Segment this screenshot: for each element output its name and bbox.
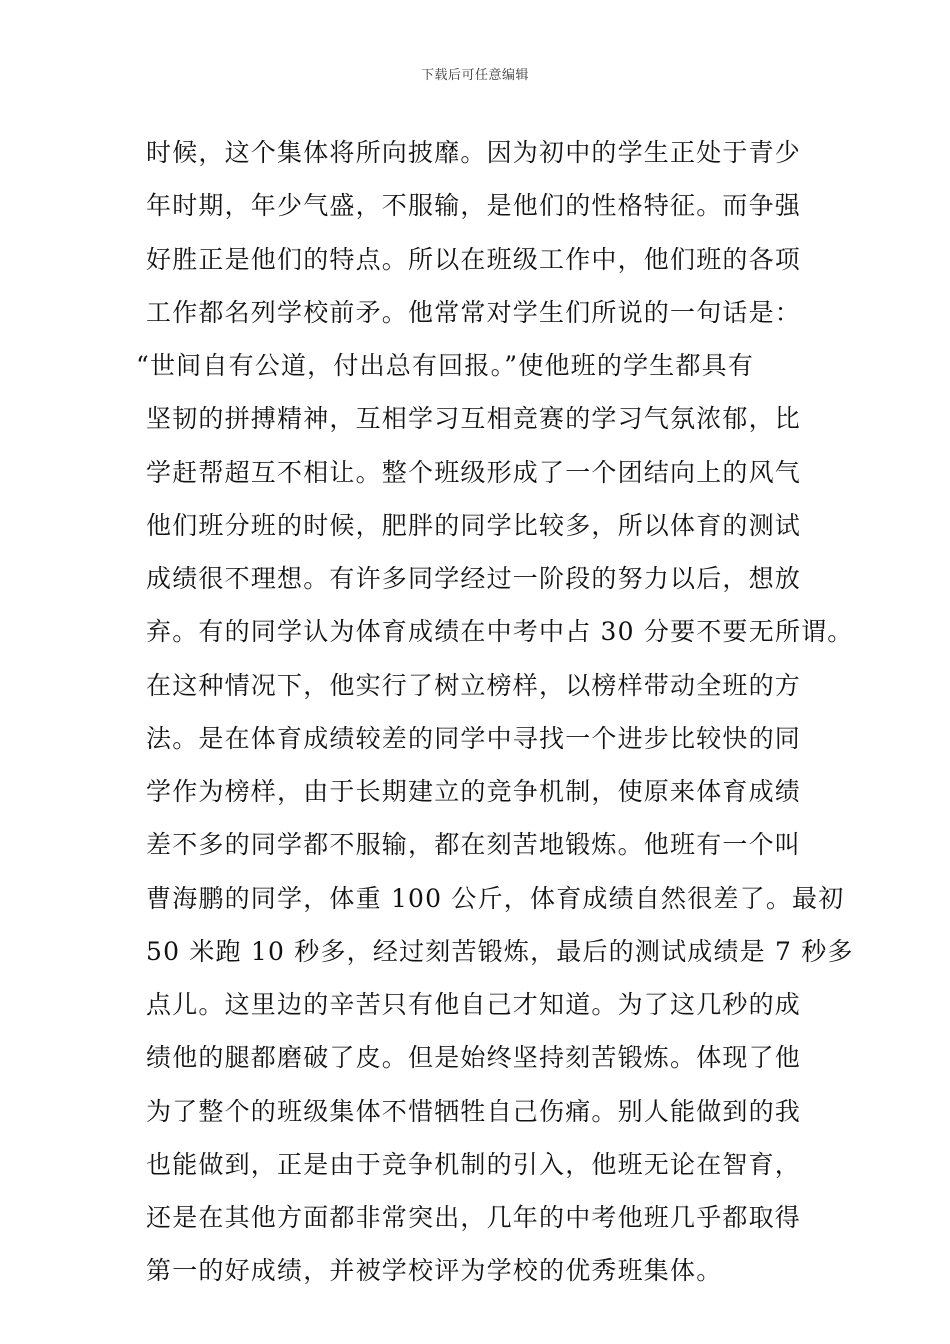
body-line: 弃。有的同学认为体育成绩在中考中占 30 分要不要无所谓。	[146, 617, 854, 647]
page-header-note: 下载后可任意编辑	[420, 68, 529, 83]
body-line: 绩他的腿都磨破了皮。但是始终坚持刻苦锻炼。体现了他	[146, 1043, 802, 1073]
body-line: 他们班分班的时候，肥胖的同学比较多，所以体育的测试	[146, 510, 802, 540]
body-line: 也能做到，正是由于竞争机制的引入，他班无论在智育，	[146, 1149, 802, 1179]
body-line: 年时期，年少气盛，不服输，是他们的性格特征。而争强	[146, 191, 802, 221]
body-line: 点儿。这里边的辛苦只有他自己才知道。为了这几秒的成	[146, 990, 802, 1019]
body-line: 第一的好成绩，并被学校评为学校的优秀班集体。	[146, 1256, 723, 1286]
body-line: 时候，这个集体将所向披靡。因为初中的学生正处于青少	[146, 138, 802, 167]
body-line: 学赶帮超互不相让。整个班级形成了一个团结向上的风气	[146, 457, 802, 487]
body-line: 法。是在体育成绩较差的同学中寻找一个进步比较快的同	[146, 723, 802, 753]
body-line: 还是在其他方面都非常突出，几年的中考他班几乎都取得	[146, 1203, 802, 1232]
body-line: 好胜正是他们的特点。所以在班级工作中，他们班的各项	[146, 244, 802, 274]
body-line: 学作为榜样，由于长期建立的竞争机制，使原来体育成绩	[146, 777, 802, 806]
body-line: 50 米跑 10 秒多，经过刻苦锻炼，最后的测试成绩是 7 秒多	[146, 936, 854, 966]
body-line: 坚韧的拼搏精神，互相学习互相竞赛的学习气氛浓郁，比	[146, 404, 802, 434]
body-line: 成绩很不理想。有许多同学经过一阶段的努力以后，想放	[146, 564, 802, 593]
body-line: 差不多的同学都不服输，都在刻苦地锻炼。他班有一个叫	[146, 830, 802, 860]
body-line: 曹海鹏的同学，体重 100 公斤，体育成绩自然很差了。最初	[146, 883, 845, 913]
body-line: 工作都名列学校前矛。他常常对学生们所说的一句话是：	[146, 297, 802, 327]
document-body	[136, 126, 866, 1298]
body-line: “世间自有公道，付出总有回报。”使他班的学生都具有	[136, 351, 755, 380]
body-line: 在这种情况下，他实行了树立榜样，以榜样带动全班的方	[146, 670, 802, 700]
body-line: 为了整个的班级集体不惜牺牲自己伤痛。别人能做到的我	[146, 1096, 802, 1126]
